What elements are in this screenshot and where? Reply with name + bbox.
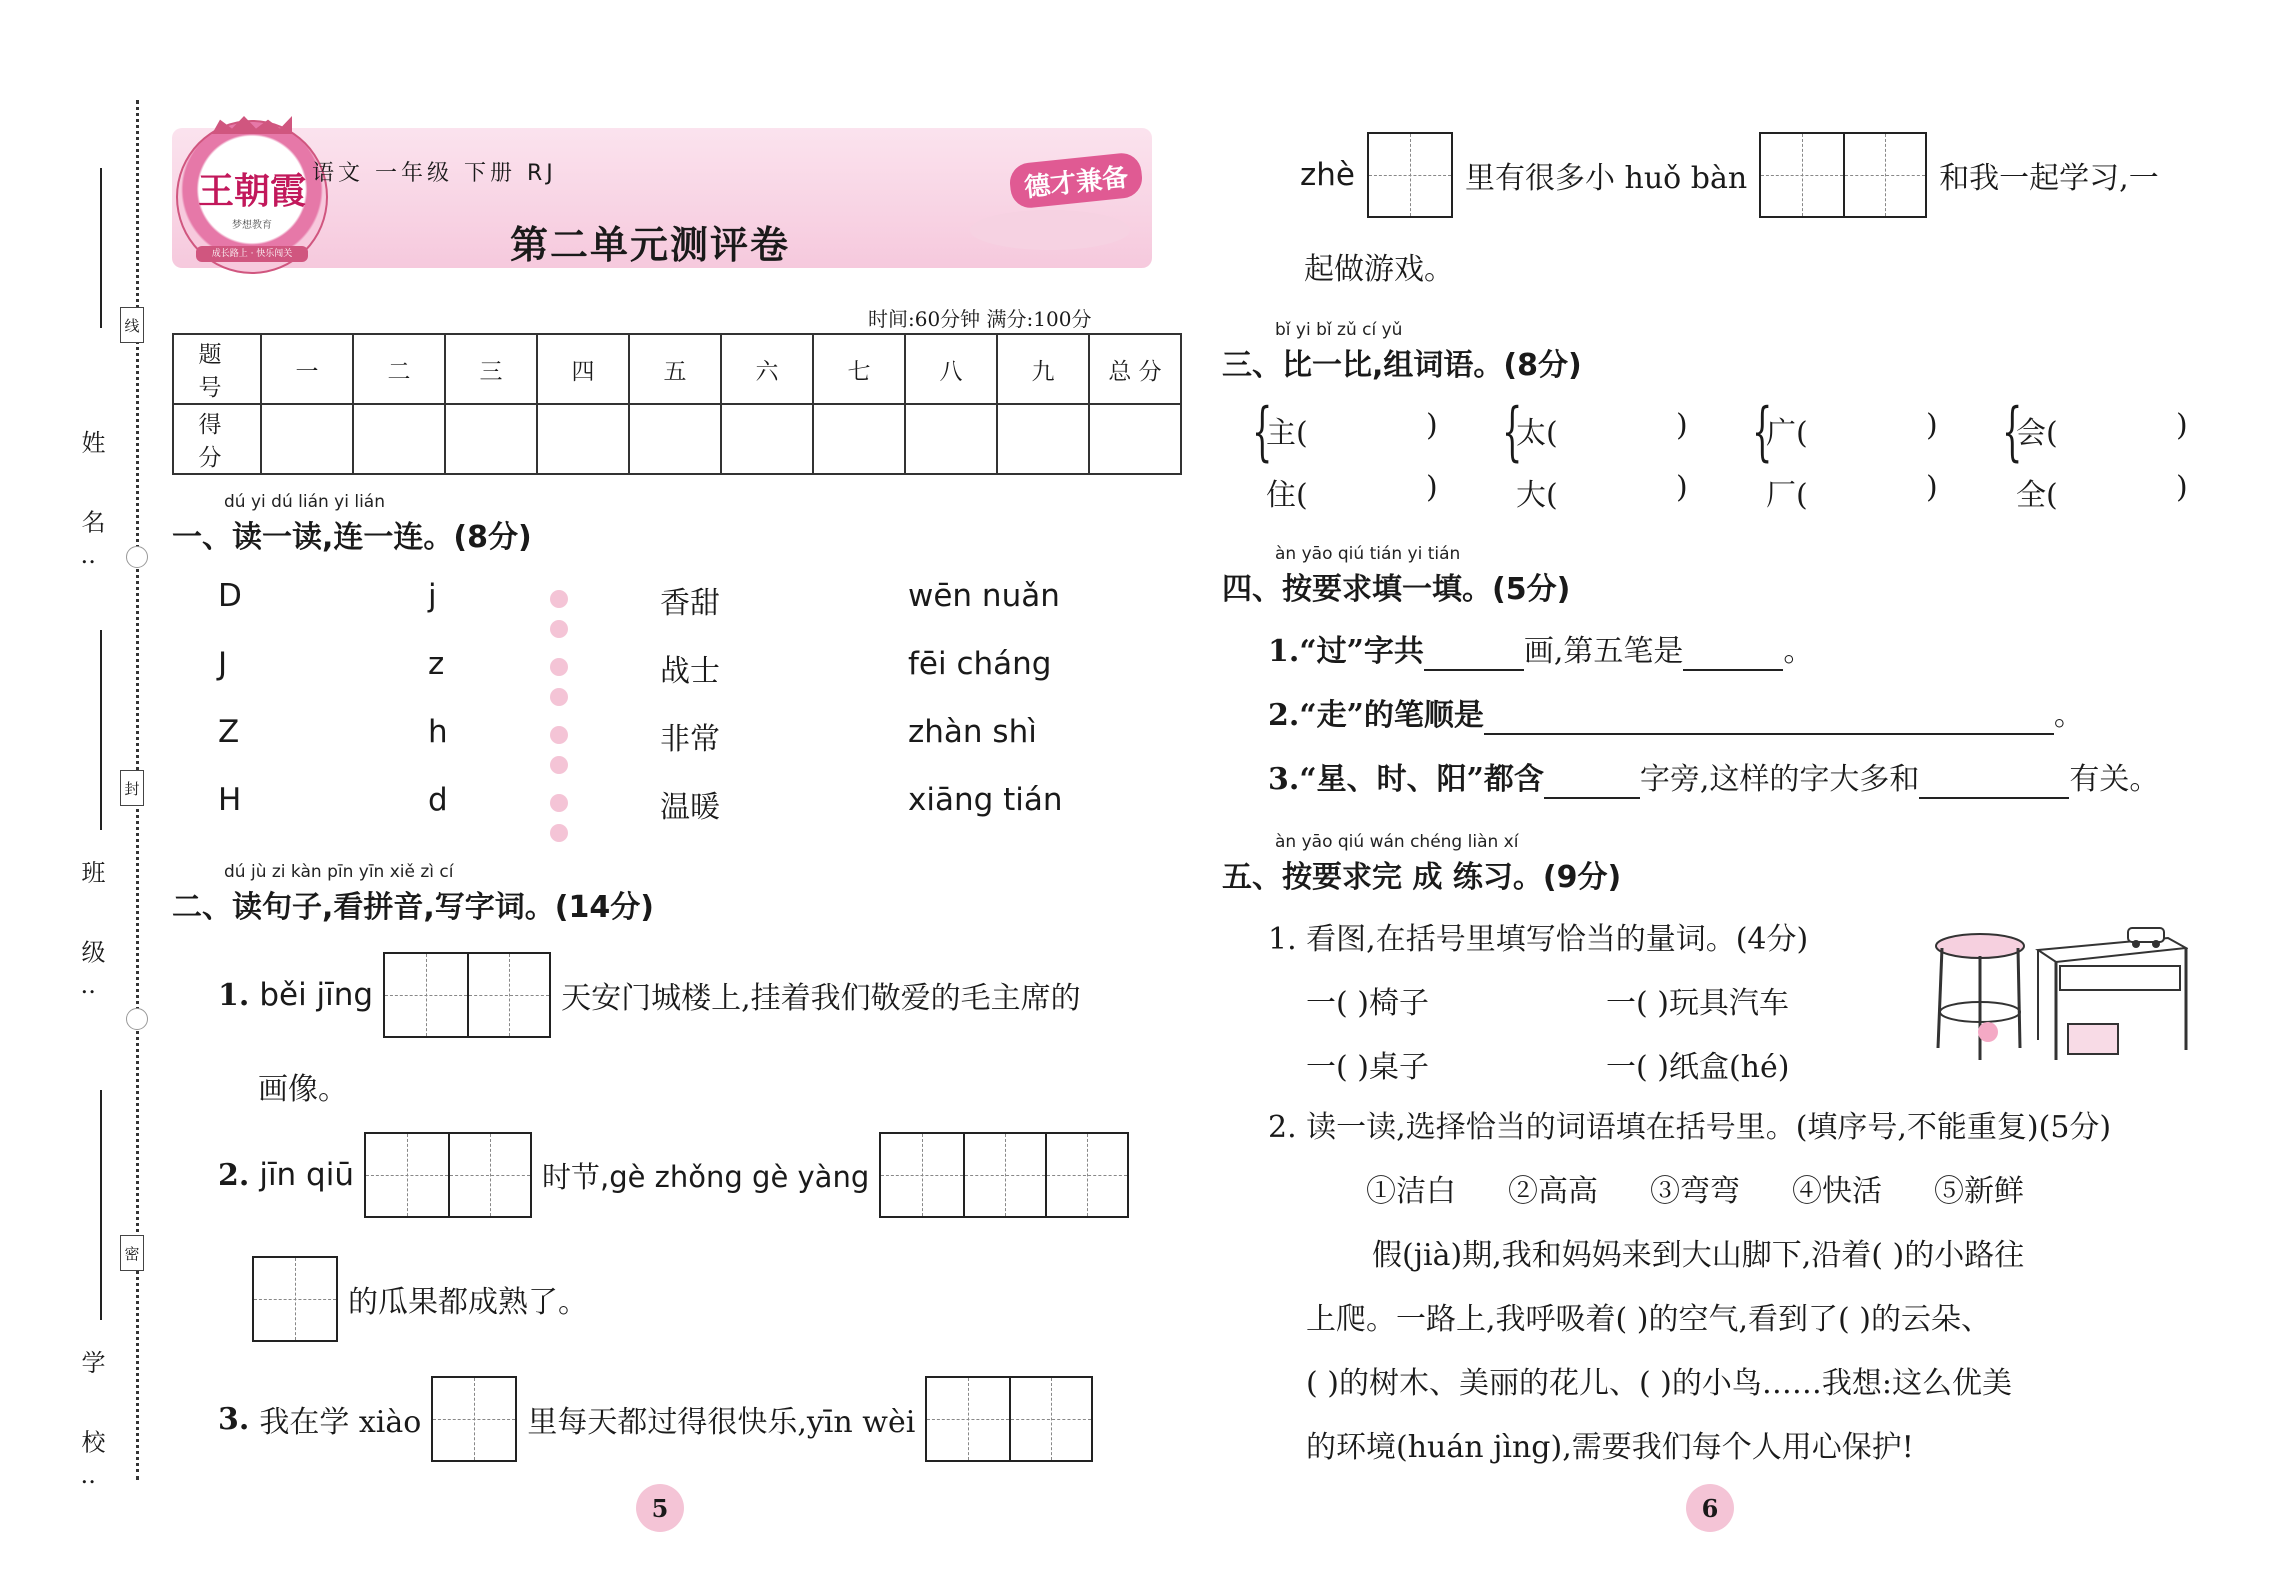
brand-subtitle: 梦想教育 — [232, 220, 272, 231]
blank[interactable] — [1683, 634, 1783, 671]
score-header-cell: 八 — [905, 334, 997, 404]
score-input-cell[interactable] — [813, 404, 905, 474]
time-info: 时间:60分钟 满分:100分 — [868, 307, 1092, 331]
q3c: 有关。 — [2069, 762, 2160, 797]
seal-mark: 封 — [120, 770, 144, 806]
s3-close-paren[interactable]: ) — [1676, 408, 1688, 443]
s2-q1-cont: 画像。 — [258, 1072, 348, 1107]
q-number: 1. — [218, 977, 250, 1013]
s3-char: 主( — [1266, 416, 1308, 451]
s3-char: 全( — [2016, 478, 2058, 513]
write-grid[interactable] — [383, 952, 551, 1038]
class-label: 班 级: — [77, 860, 105, 1020]
q2a: 2.“走”的笔顺是 — [1268, 698, 1484, 733]
s1-col1-item: D — [218, 578, 242, 614]
score-input-cell[interactable] — [353, 404, 445, 474]
s1-col1-item: H — [218, 782, 242, 818]
page-number-right: 6 — [1686, 1484, 1734, 1532]
option-word: ②高高 — [1508, 1174, 1598, 1209]
s3-heading: 三、比一比,组词语。(8分) — [1222, 348, 1582, 383]
secret-mark: 密 — [120, 1235, 144, 1271]
s3-char: 广( — [1766, 416, 1808, 451]
school-fill-line — [100, 1090, 102, 1320]
s2-q2-cont-row — [252, 1256, 588, 1342]
s1-col4-item: zhàn shì — [908, 714, 1037, 750]
brand-ribbon: 成长路上 · 快乐闯关 — [196, 246, 308, 262]
brace-icon: { — [1502, 395, 1523, 469]
s3-char: 住( — [1266, 478, 1308, 513]
s3-close-paren[interactable]: ) — [1926, 470, 1938, 505]
s2-heading: 二、读句子,看拼音,写字词。(14分) — [172, 890, 654, 925]
score-input-cell[interactable] — [721, 404, 813, 474]
score-input-cell[interactable] — [905, 404, 997, 474]
score-input-cell[interactable] — [997, 404, 1089, 474]
score-header-cell: 一 — [261, 334, 353, 404]
brand-name: 王朝霞 — [197, 170, 306, 212]
blank[interactable] — [1919, 762, 2069, 799]
write-grid[interactable] — [1367, 132, 1453, 218]
write-grid[interactable] — [879, 1132, 1129, 1218]
write-grid[interactable] — [925, 1376, 1093, 1462]
q1a: 1.“过”字共 — [1268, 634, 1424, 669]
q1b: 画,第五笔是 — [1523, 634, 1684, 669]
score-header-cell: 题 号 — [173, 334, 261, 404]
binding-hole — [126, 1008, 148, 1030]
s1-col1-item: Z — [218, 714, 240, 750]
s1-col3-item: 战士 — [660, 654, 720, 689]
paragraph-line: 假(jià)期,我和妈妈来到大山脚下,沿着( )的小路往 — [1372, 1238, 2025, 1273]
write-grid[interactable] — [1759, 132, 1927, 218]
q3a: 3.“星、时、阳”都含 — [1268, 762, 1544, 797]
s5-q1-item3: 一( )桌子 — [1306, 1050, 1429, 1085]
score-input-cell[interactable] — [261, 404, 353, 474]
q3b: 字旁,这样的字大多和 — [1639, 762, 1920, 797]
s5-q2: 2. 读一读,选择恰当的词语填在括号里。(填序号,不能重复)(5分) — [1268, 1110, 2112, 1145]
s3-close-paren[interactable]: ) — [2176, 408, 2188, 443]
s1-col3-item: 温暖 — [660, 790, 720, 825]
option-word: ③弯弯 — [1650, 1174, 1740, 1209]
chair-desk-illustration — [1928, 920, 2188, 1070]
q-number: 2. — [218, 1157, 250, 1193]
option-word: ①洁白 — [1366, 1174, 1456, 1209]
s3-char: 会( — [2016, 416, 2058, 451]
brace-icon: { — [2002, 395, 2023, 469]
motto-badge: 德才兼备 — [1008, 151, 1144, 210]
brace-icon: { — [1752, 395, 1773, 469]
blank[interactable] — [1484, 698, 2054, 735]
s1-pinyin: dú yi dú lián yi lián — [224, 492, 385, 512]
score-header-cell: 五 — [629, 334, 721, 404]
s2-q3-cont — [1300, 132, 2159, 218]
match-dot[interactable] — [550, 726, 568, 744]
decorative-wave — [970, 210, 1130, 250]
match-dot[interactable] — [550, 658, 568, 676]
blank[interactable] — [1424, 634, 1524, 671]
blank[interactable] — [1544, 762, 1640, 799]
s3-char: 大( — [1516, 478, 1558, 513]
s3-char: 厂( — [1766, 478, 1808, 513]
brand-logo — [176, 120, 328, 274]
class-fill-line — [100, 630, 102, 830]
q3-a: 我在学 xiào — [259, 1405, 422, 1440]
score-header-cell: 总 分 — [1089, 334, 1181, 404]
page-title: 第二单元测评卷 — [510, 223, 791, 267]
s1-col2-item: z — [428, 646, 445, 682]
score-header-cell: 六 — [721, 334, 813, 404]
s4-heading: 四、按要求填一填。(5分) — [1222, 572, 1571, 607]
s4-q3 — [1268, 754, 2159, 799]
paragraph-line: 上爬。一路上,我呼吸着( )的空气,看到了( )的云朵、 — [1306, 1302, 1991, 1337]
name-label: 姓 名: — [77, 430, 105, 590]
q2b: 。 — [2053, 698, 2084, 733]
write-grid[interactable] — [252, 1256, 338, 1342]
name-fill-line — [100, 168, 102, 328]
s1-col2-item: h — [428, 714, 448, 750]
crown-icon — [212, 116, 292, 134]
s2-q3 — [218, 1376, 1093, 1462]
q1-text: 天安门城楼上,挂着我们敬爱的毛主席的 — [561, 981, 1081, 1016]
paragraph-line: ( )的树木、美丽的花儿、( )的小鸟……我想:这么优美 — [1306, 1366, 2012, 1401]
write-grid[interactable] — [364, 1132, 532, 1218]
s1-col1-item: J — [218, 646, 228, 682]
write-grid[interactable] — [431, 1376, 517, 1462]
s1-col4-item: xiāng tián — [908, 782, 1063, 818]
school-label: 学 校: — [77, 1350, 105, 1510]
q1c: 。 — [1783, 634, 1814, 669]
s1-col4-item: wēn nuǎn — [908, 578, 1060, 614]
s3-close-paren[interactable]: ) — [1426, 408, 1438, 443]
score-table — [172, 333, 1182, 475]
score-label: 得 分 — [173, 404, 261, 474]
s4-q1 — [1268, 626, 1813, 671]
match-dot[interactable] — [550, 688, 568, 706]
s2-pinyin: dú jù zi kàn pīn yīn xiě zì cí — [224, 862, 454, 882]
binding-hole — [126, 546, 148, 568]
match-dot[interactable] — [550, 756, 568, 774]
page-number-left: 5 — [636, 1484, 684, 1532]
s5-q1-item2: 一( )玩具汽车 — [1606, 986, 1789, 1021]
score-header-cell: 九 — [997, 334, 1089, 404]
q3-c-text: 里有很多小 huǒ bàn — [1465, 161, 1748, 196]
q3-d: 和我一起学习,一 — [1939, 161, 2159, 196]
s3-pinyin: bǐ yi bǐ zǔ cí yǔ — [1275, 320, 1403, 340]
option-word: ⑤新鲜 — [1934, 1174, 2024, 1209]
paragraph-line: 的环境(huán jìng),需要我们每个人用心保护! — [1306, 1430, 1914, 1465]
s2-q1 — [218, 952, 1081, 1038]
s1-col2-item: d — [428, 782, 448, 818]
score-header-cell: 七 — [813, 334, 905, 404]
match-dot[interactable] — [550, 620, 568, 638]
match-dot[interactable] — [550, 794, 568, 812]
score-input-cell[interactable] — [445, 404, 537, 474]
s3-close-paren[interactable]: ) — [1426, 470, 1438, 505]
brace-icon: { — [1252, 395, 1273, 469]
s5-pinyin: àn yāo qiú wán chéng liàn xí — [1275, 832, 1519, 852]
subject-info: 语文 一年级 下册 RJ — [312, 161, 557, 186]
s5-options — [1366, 1166, 2024, 1210]
option-word: ④快活 — [1792, 1174, 1882, 1209]
q-number: 3. — [218, 1401, 250, 1437]
s1-heading: 一、读一读,连一连。(8分) — [172, 520, 532, 555]
s1-col3-item: 非常 — [660, 722, 720, 757]
q2-pinyin: jīn qiū — [259, 1157, 354, 1193]
s5-q1-item1: 一( )椅子 — [1306, 986, 1429, 1021]
match-dot[interactable] — [550, 590, 568, 608]
q1-pinyin: běi jīng — [259, 977, 374, 1013]
s3-char: 太( — [1516, 416, 1558, 451]
s4-pinyin: àn yāo qiú tián yi tián — [1275, 544, 1461, 564]
q3-c-pinyin: zhè — [1300, 157, 1355, 193]
score-header-cell: 二 — [353, 334, 445, 404]
s3-close-paren[interactable]: ) — [1926, 408, 1938, 443]
s3-close-paren[interactable]: ) — [1676, 470, 1688, 505]
score-header-cell: 三 — [445, 334, 537, 404]
score-input-cell[interactable] — [629, 404, 721, 474]
s1-col4-item: fēi cháng — [908, 646, 1052, 682]
s2-q3-end: 起做游戏。 — [1304, 252, 1454, 287]
score-header-cell: 四 — [537, 334, 629, 404]
match-dot[interactable] — [550, 824, 568, 842]
s5-heading: 五、按要求完 成 练习。(9分) — [1222, 860, 1622, 895]
score-input-cell[interactable] — [537, 404, 629, 474]
s5-q1-item4: 一( )纸盒(hé) — [1606, 1050, 1790, 1085]
s2-q2 — [218, 1132, 1129, 1218]
q3-b: 里每天都过得很快乐,yīn wèi — [527, 1405, 916, 1440]
s3-close-paren[interactable]: ) — [2176, 470, 2188, 505]
score-input-cell[interactable] — [1089, 404, 1181, 474]
s1-col3-item: 香甜 — [660, 586, 720, 621]
s1-col2-item: j — [428, 578, 437, 614]
line-mark: 线 — [120, 307, 144, 343]
s5-q1: 1. 看图,在括号里填写恰当的量词。(4分) — [1268, 922, 1809, 957]
q2-mid: 时节,gè zhǒng gè yàng — [542, 1159, 870, 1194]
q2-cont: 的瓜果都成熟了。 — [348, 1285, 588, 1320]
s4-q2 — [1268, 690, 2084, 735]
